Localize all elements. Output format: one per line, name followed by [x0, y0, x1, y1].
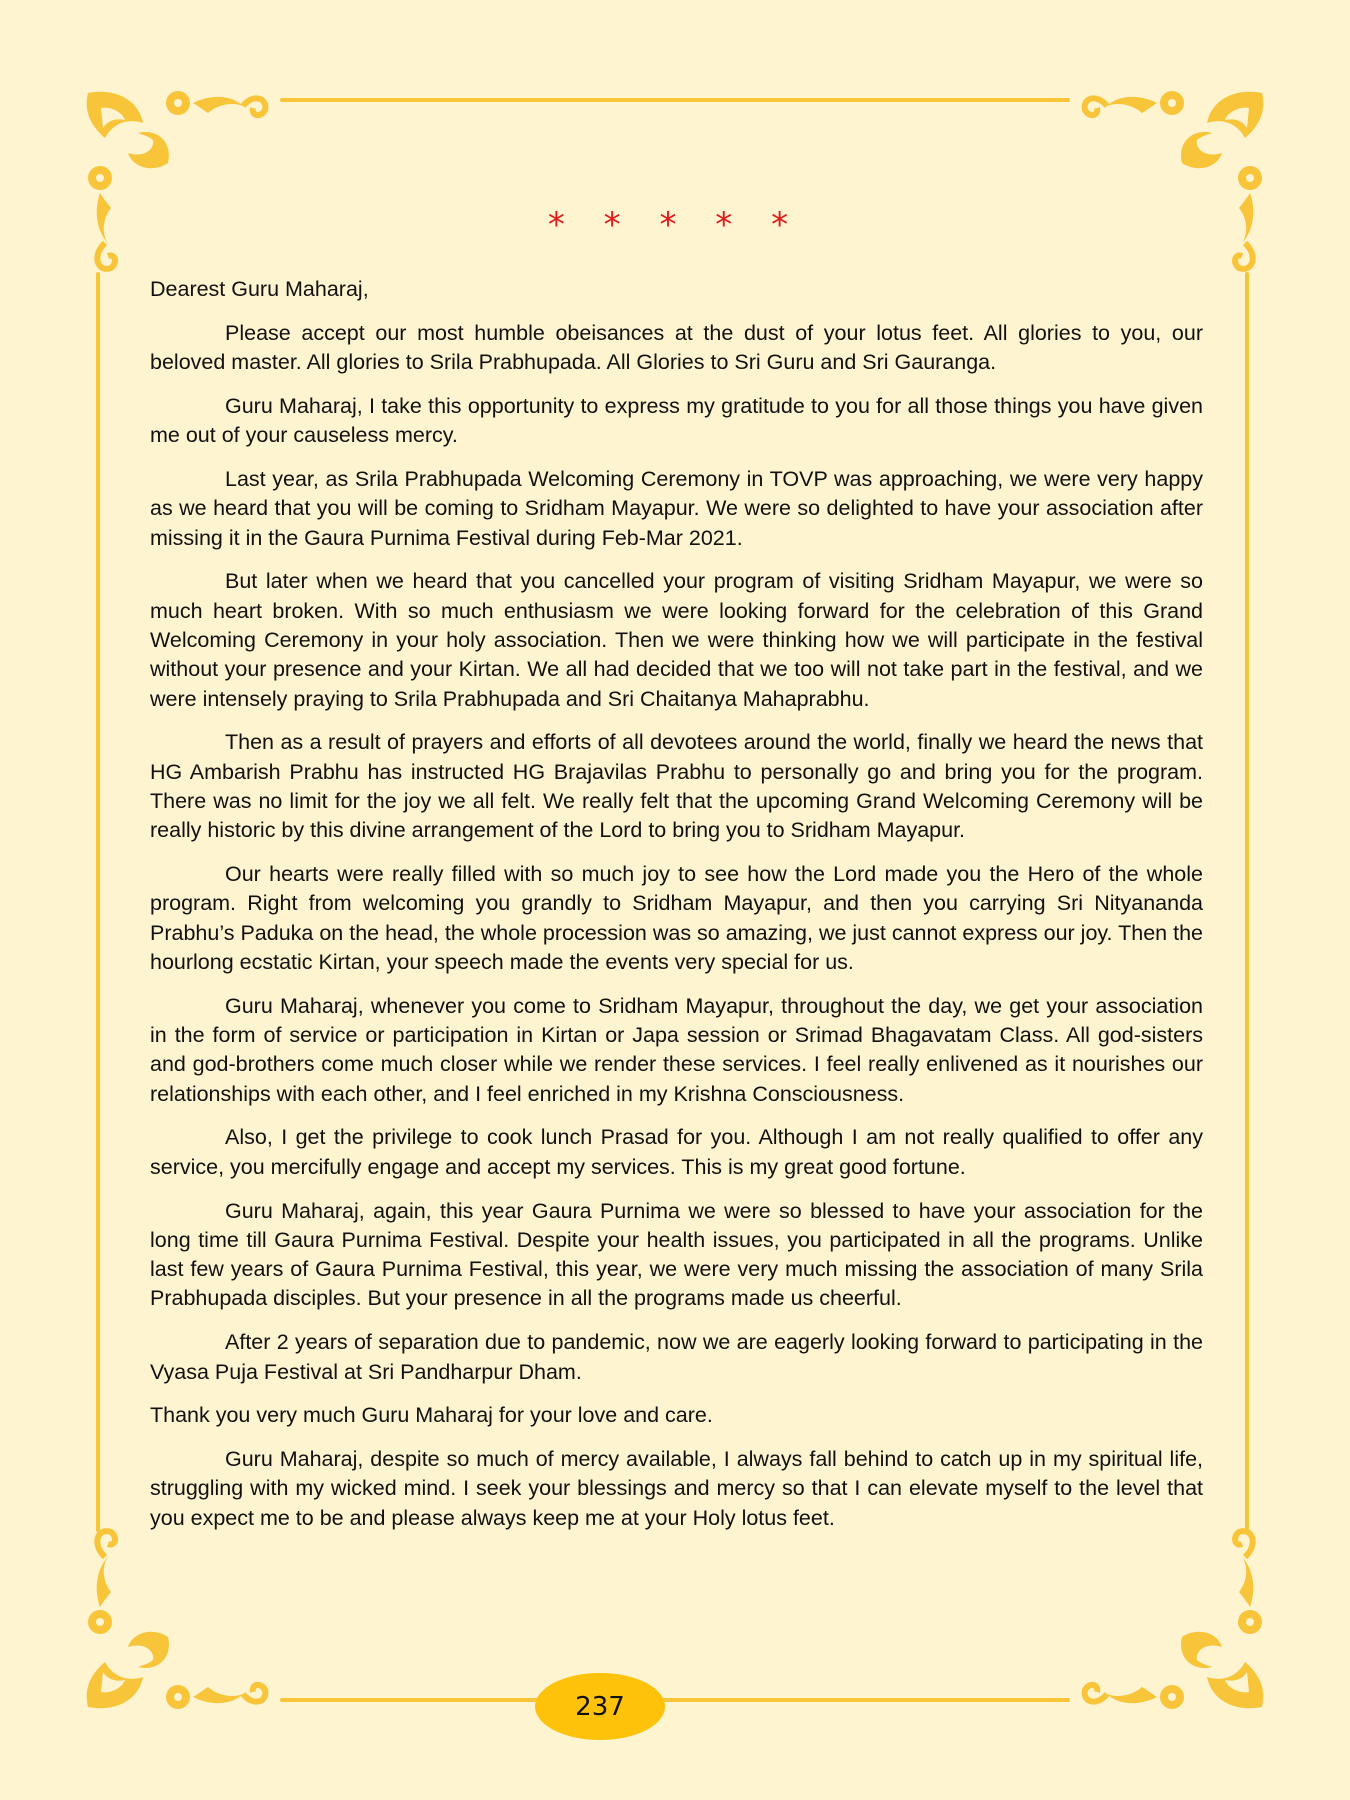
section-divider-stars: * * * * *	[547, 205, 803, 245]
page-number: 237	[575, 1691, 625, 1722]
paragraph: But later when we heard that you cancelled your program of visiting Sridham Mayapur, we were so much heart broken. With so much enthusiasm we were looking forward for the celebration of this Grand Welcoming Ceremony in your holy association. Then we were thinking how we will participate in the festival without your presence and your Kirtan. We all had decided that we too will not take part in the festival, and we were intensely praying to Srila Prabhupada and Sri Chaitanya Mahaprabhu.	[150, 569, 1203, 711]
closing-paragraph: Guru Maharaj, despite so much of mercy available, I always fall behind to catch up in my spiritual life, struggling with my wicked mind. I seek your blessings and mercy so that I can elevate myself to the level that you expect me to be and please always keep me at your Holy lotus feet.	[150, 1447, 1203, 1530]
paragraph: After 2 years of separation due to pandemic, now we are eagerly looking forward to participating in the Vyasa Puja Festival at Sri Pandharpur Dham.	[150, 1330, 1203, 1384]
corner-ornament-bottom-left	[83, 1527, 278, 1712]
right-border-line	[1245, 272, 1249, 1532]
paragraph: Our hearts were really filled with so much joy to see how the Lord made you the Hero of the whole program. Right from welcoming you grandly to Sridham Mayapur, and then you carrying Sri Nityananda Prabhu’s Paduka on the head, the whole procession was so amazing, we just cannot express our joy. Then the hourlong ecstatic Kirtan, your speech made the events very special for us.	[150, 862, 1203, 974]
salutation: Dearest Guru Maharaj,	[150, 277, 369, 301]
corner-ornament-bottom-right	[1072, 1527, 1267, 1712]
corner-ornament-top-right	[1072, 88, 1267, 273]
thanks-line: Thank you very much Guru Maharaj for your love and care.	[150, 1403, 713, 1428]
top-border-line	[280, 98, 1070, 102]
paragraph: Then as a result of prayers and efforts of all devotees around the world, finally we heard the news that HG Ambarish Prabhu has instructed HG Brajavilas Prabhu to personally go and bring you for the program. There was no limit for the joy we all felt. We really felt that the upcoming Grand Welcoming Ceremony will be really historic by this divine arrangement of the Lord to bring you to Sridham Mayapur.	[150, 730, 1203, 843]
paragraph: Please accept our most humble obeisances at the dust of your lotus feet. All glories to you, our beloved master. All glories to Srila Prabhupada. All Glories to Sri Guru and Sri Gauranga.	[150, 320, 1203, 375]
paragraph: Last year, as Srila Prabhupada Welcoming Ceremony in TOVP was approaching, we were very happy as we heard that you will be coming to Sridham Mayapur. We were so delighted to have your association after missing it in the Gaura Purnima Festival during Feb-Mar 2021.	[150, 466, 1203, 550]
page-number-badge	[535, 1673, 665, 1740]
paragraph: Also, I get the privilege to cook lunch Prasad for you. Although I am not really qualified to offer any service, you mercifully engage and accept my services. This is my great good fortune.	[150, 1125, 1203, 1179]
paragraph: Guru Maharaj, I take this opportunity to express my gratitude to you for all those things you have given me out of your causeless mercy.	[150, 393, 1203, 448]
letter-body	[150, 275, 1203, 1547]
paragraph: Guru Maharaj, whenever you come to Sridham Mayapur, throughout the day, we get your association in the form of service or participation in Kirtan or Japa session or Srimad Bhagavatam Class. All god-sisters and god-brothers come much closer while we render these services. I feel really enlivened as it nourishes our relationships with each other, and I feel enriched in my Krishna Consciousness.	[150, 993, 1203, 1106]
left-border-line	[96, 272, 100, 1532]
bottom-border-line	[280, 1698, 1070, 1702]
corner-ornament-top-left	[83, 88, 278, 273]
paragraph: Guru Maharaj, again, this year Gaura Purnima we were so blessed to have your association for the long time till Gaura Purnima Festival. Despite your health issues, you participated in all the programs. Unlike last few years of Gaura Purnima Festival, this year, we were very much missing the association of many Srila Prabhupada disciples. But your presence in all the programs made us cheerful.	[150, 1198, 1203, 1311]
